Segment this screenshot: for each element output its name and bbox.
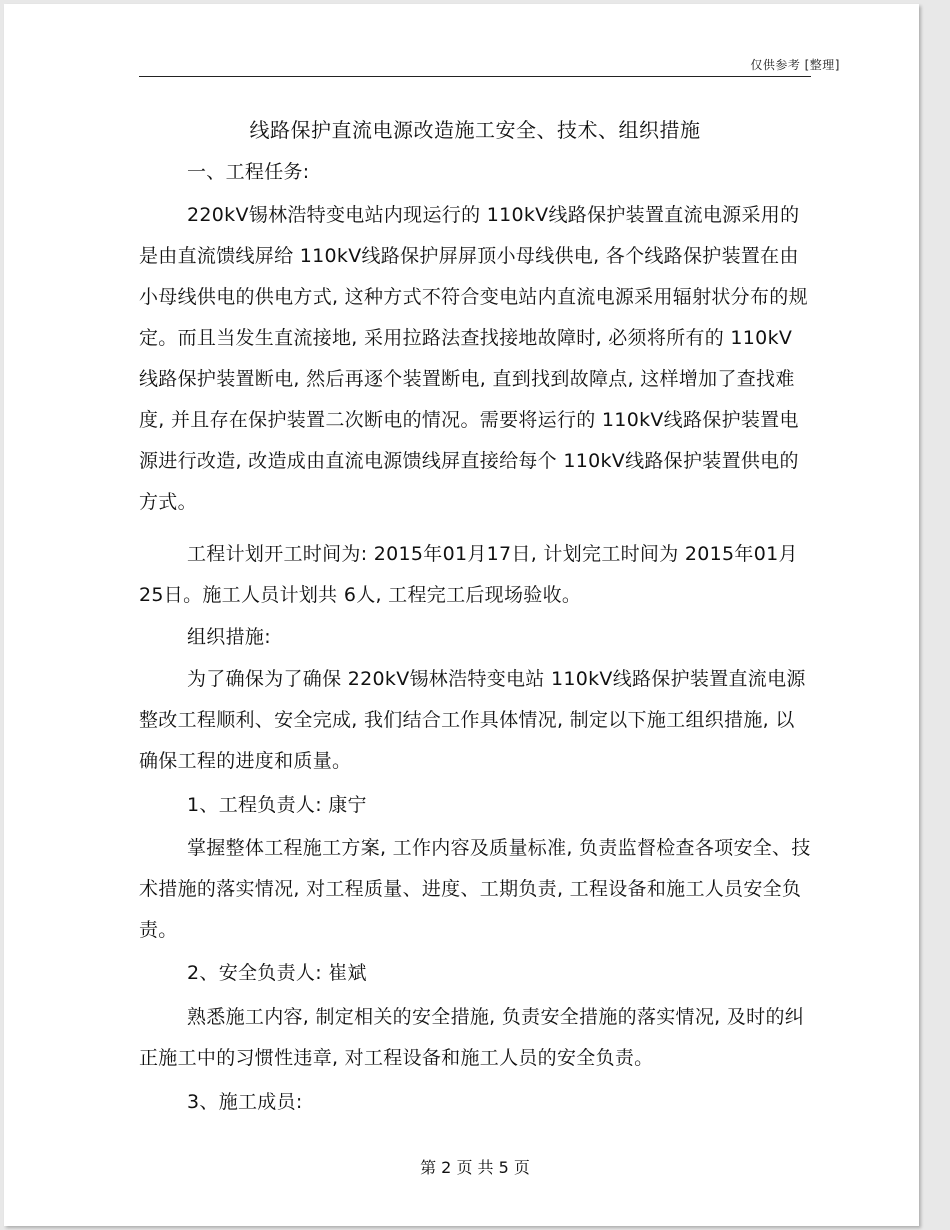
document-title: 线路保护直流电源改造施工安全、技术、组织措施	[249, 118, 701, 142]
section-heading-organization: 组织措施:	[187, 626, 271, 648]
item-project-leader: 1、工程负责人: 康宁	[187, 794, 367, 816]
paragraph-task-description: 220kV锡林浩特变电站内现运行的 110kV线路保护装置直流电源采用的是由直流馈线屏给 110kV线路保护屏屏顶小母线供电, 各个线路保护装置在由小母线供电的供电方式, 这种方式不符合变电站内直流电源采用辐射状分布的规定。而且当发生直流接地, 采用拉路法查找接地故障时, 必须将所有的 110kV线路保护装置断电, 然后再逐个装置断电, 直到找到故障点, 这样增加了查找难度, 并且存在保护装置二次断电的情况。需要将运行的 110kV线路保护装置电源进行改造, 改造成由直流电源馈线屏直接给每个 110kV线路保护装置供电的方式。	[139, 204, 808, 513]
paragraph-schedule: 工程计划开工时间为: 2015年01月17日, 计划完工时间为 2015年01月25日。施工人员计划共 6人, 工程完工后现场验收。	[139, 543, 798, 606]
header-note: 仅供参考 [整理]	[750, 58, 840, 72]
paragraph-safety-duties: 熟悉施工内容, 制定相关的安全措施, 负责安全措施的落实情况, 及时的纠正施工中的习惯性违章, 对工程设备和施工人员的安全负责。	[139, 1006, 805, 1069]
paragraph-leader-duties: 掌握整体工程施工方案, 工作内容及质量标准, 负责监督检查各项安全、技术措施的落实情况, 对工程质量、进度、工期负责, 工程设备和施工人员安全负责。	[139, 837, 811, 941]
paragraph-organization-intro: 为了确保为了确保 220kV锡林浩特变电站 110kV线路保护装置直流电源整改工程顺利、安全完成, 我们结合工作具体情况, 制定以下施工组织措施, 以确保工程的进度和质量。	[139, 668, 806, 772]
item-construction-members: 3、施工成员:	[187, 1091, 303, 1113]
page-number: 第 2 页 共 5 页	[420, 1158, 530, 1177]
header-rule	[139, 76, 811, 77]
item-safety-leader: 2、安全负责人: 崔斌	[187, 962, 367, 984]
section-heading-task: 一、工程任务:	[187, 161, 310, 183]
